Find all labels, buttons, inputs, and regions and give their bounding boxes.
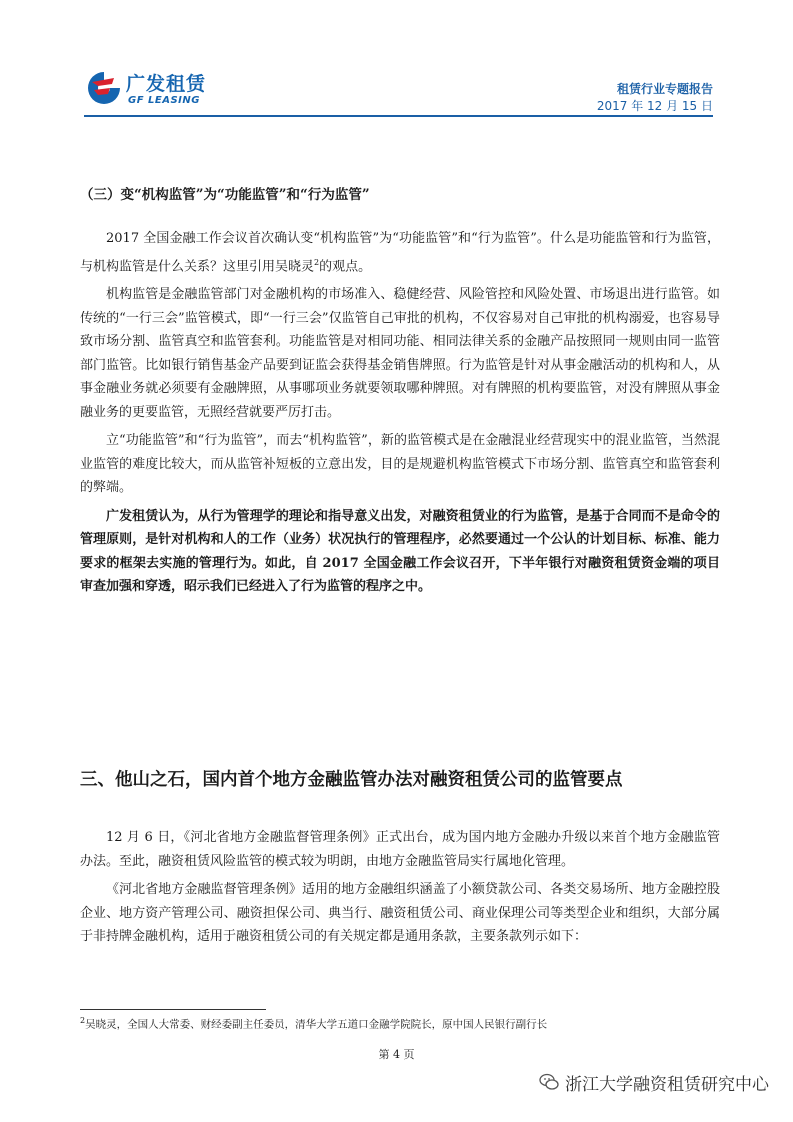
report-date: 2017 年 12 月 15 日 [596, 99, 713, 113]
paragraph-6: 《河北省地方金融监督管理条例》适用的地方金融组织涵盖了小额贷款公司、各类交易场所、地方金融控股企业、地方资产管理公司、融资担保公司、典当行、融资租赁公司、商业保理公司等类型企业和组织，大部分属于非持牌金融机构，适用于融资租赁公司的有关规定都是通用条款，主要条款列示如下： [80, 882, 720, 944]
paragraph-3: 立“功能监管”和“行为监管”，而去“机构监管”，新的监管模式是在金融混业经营现实中的混业监管，当然混业监管的难度比较大，而从监管补短板的立意出发，目的是规避机构监管模式下市场分割、监管真空和监管套利的弊端。 [80, 433, 720, 496]
paragraph-1 [80, 227, 720, 278]
paragraph-5: 12 月 6 日，《河北省地方金融监督管理条例》正式出台，成为国内地方金融办升级以来首个地方金融监管办法。至此，融资租赁风险监管的模式较为明朗，由地方金融监管局实行属地化管理。 [80, 830, 720, 869]
footnote [80, 1016, 547, 1032]
section-content [80, 826, 720, 954]
footnote-ref[interactable]: 2 [314, 257, 320, 267]
paragraph-1-tail: 的观点。 [319, 258, 372, 274]
logo-chinese-name: 广发租赁 [126, 73, 207, 95]
gf-logo-icon [84, 68, 124, 108]
wechat-icon [539, 1072, 559, 1092]
footnote-divider [80, 1009, 266, 1010]
wechat-watermark [539, 1070, 769, 1094]
page-number: 第 4 页 [378, 1048, 415, 1061]
paragraph-4-conclusion: 广发租赁认为，从行为管理学的理论和指导意义出发，对融资租赁业的行为监管，是基于合同而不是命令的管理原则，是针对机构和人的工作（业务）状况执行的管理程序，必然要通过一个公认的计划目标、标准、能力要求的框架去实施的管理行为。如此，自 2017 全国金融工作会议召开，下半年银行对融资租赁资金端的项目审查加强和穿透，昭示我们已经进入了行为监管的程序之中。 [80, 508, 720, 595]
footnote-number: 2 [80, 1016, 86, 1025]
footnote-text: 吴晓灵，全国人大常委、财经委副主任委员，清华大学五道口金融学院院长，原中国人民银行副行长 [85, 1018, 548, 1031]
header-divider [84, 115, 713, 117]
paragraph-1-text: 2017 全国金融工作会议首次确认变“机构监管”为“功能监管”和“行为监管”。什么是功能监管和行为监管，与机构监管是什么关系？这里引用吴晓灵 [80, 231, 720, 274]
page-header [0, 0, 793, 125]
section-title: 三、他山之石，国内首个地方金融监管办法对融资租赁公司的监管要点 [80, 770, 623, 790]
paragraph-2: 机构监管是金融监管部门对金融机构的市场准入、稳健经营、风险管控和风险处置、市场退出进行监管。如传统的“一行三会”监管模式，即“一行三会”仅监管自己审批的机构，不仅容易对自己审批的机构溺爱，也容易导致市场分割、监管真空和监管套利。功能监管是对相同功能、相同法律关系的金融产品按照同一规则由同一监管部门监管。比如银行销售基金产品要到证监会获得基金销售牌照。行为监管是针对从事金融活动的机构和人，从事金融业务就必须要有金融牌照，从事哪项业务就要领取哪种牌照。对有牌照的机构要监管，对没有牌照从事金融业务的更要监管，无照经营就要严厉打击。 [80, 287, 720, 420]
subsection-title: （三）变“机构监管”为“功能监管”和“行为监管” [80, 187, 370, 203]
gf-leasing-logo [84, 68, 214, 112]
watermark-text: 浙江大学融资租赁研究中心 [565, 1074, 769, 1095]
report-type: 租赁行业专题报告 [616, 82, 713, 96]
logo-english-name: GF LEASING [128, 95, 200, 106]
main-content [80, 183, 720, 604]
